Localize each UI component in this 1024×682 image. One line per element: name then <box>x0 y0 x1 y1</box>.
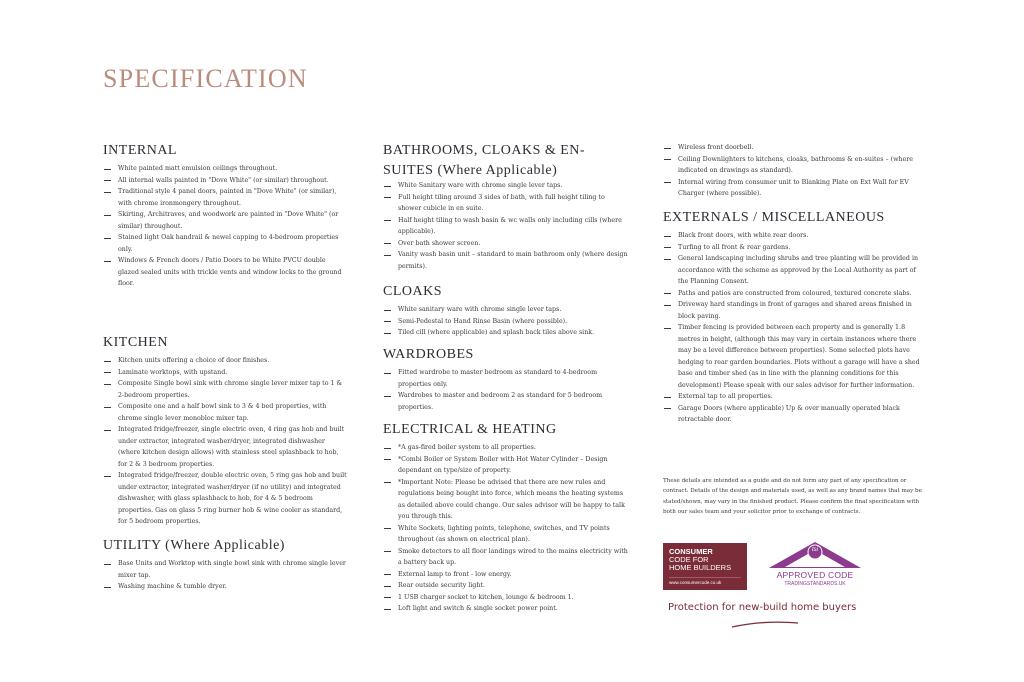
spec-item: Half height tiling to wash basin & wc walls only including cills (where applicable). <box>383 215 628 238</box>
spec-item: Integrated fridge/freezer, single electric oven, 4 ring gas hob and built under extractor, integrated washer/dryer, integrated dishwasher (where kitchen design allows) with stainless steel splashback to hob, for 2 & 3 bedroom properties. <box>103 424 348 470</box>
spec-item: Black front doors, with white rear doors. <box>663 230 925 242</box>
spec-item: Kitchen units offering a choice of door finishes. <box>103 355 348 367</box>
approved-code-line1: APPROVED CODE <box>776 570 854 580</box>
internal-list <box>103 163 348 290</box>
spec-item: White painted matt emulsion ceilings throughout. <box>103 163 348 175</box>
utility-heading: UTILITY (Where Applicable) <box>103 538 285 553</box>
spec-item: General landscaping including shrubs and tree planting will be provided in accordance with the scheme as approved by the Local Authority as part of the Planning Consent. <box>663 253 925 288</box>
spec-item: Garage Doors (where applicable) Up & over manually operated black retractable door. <box>663 403 925 426</box>
spec-item: Vanity wash basin unit – standard to main bathroom only (where design permits). <box>383 249 628 272</box>
spec-item: Turfing to all front & rear gardens. <box>663 242 925 254</box>
electrical-heading: ELECTRICAL & HEATING <box>383 422 557 437</box>
consumer-code-url: www.consumercode.co.uk <box>669 577 741 585</box>
consumer-code-logo <box>663 543 747 590</box>
spec-item: Stained light Oak handrail & newel capping to 4-bedroom properties only. <box>103 232 348 255</box>
cloaks-heading: CLOAKS <box>383 284 443 299</box>
cloaks-section <box>383 283 628 339</box>
bathrooms-heading: BATHROOMS, CLOAKS & EN-SUITES (Where Applicable) <box>383 143 586 178</box>
internal-heading: INTERNAL <box>103 143 177 158</box>
disclaimer: These details are intended as a guide and do not form any part of any specification or contract. Details of the design and materials used, as well as any brand names that may be stated/shown, may vary in the finished product. Please confirm the final specification with both our sales team and your solicitor prior to exchange of contracts. <box>663 478 922 516</box>
spec-item: Wardrobes to master and bedroom 2 as standard for 5 bedroom properties. <box>383 390 628 413</box>
wardrobes-list <box>383 367 628 413</box>
page-title: SPECIFICATION <box>103 64 308 93</box>
spec-item: Semi-Pedestal to Hand Rinse Basin (where possible). <box>383 316 628 328</box>
utility-list <box>103 558 348 593</box>
bathrooms-list <box>383 180 628 272</box>
bathrooms-section <box>383 141 593 181</box>
approved-code-line2: TRADINGSTANDARDS.UK <box>784 581 846 587</box>
spec-item: Wireless front doorbell. <box>663 142 925 154</box>
spec-item: Skirting, Architraves, and woodwork are painted in "Dove White" (or similar) throughout. <box>103 209 348 232</box>
spec-item: Over bath shower screen. <box>383 238 628 250</box>
consumer-code-line1: CONSUMER <box>669 547 713 556</box>
spec-item: All internal walls painted in "Dove White" (or similar) throughout. <box>103 175 348 187</box>
spec-item: Internal wiring from consumer unit to Blanking Plate on Ext Wall for EV Charger (where possible). <box>663 177 925 200</box>
tagline: Protection for new-build home buyers <box>668 602 857 613</box>
spec-item: Loft light and switch & single socket power point. <box>383 603 628 615</box>
wardrobes-section <box>383 346 628 413</box>
spec-item: External tap to all properties. <box>663 391 925 403</box>
spec-item: 1 USB charger socket to kitchen, lounge & bedroom 1. <box>383 592 628 604</box>
spec-item: White Sanitary ware with chrome single lever taps. <box>383 180 628 192</box>
kitchen-list <box>103 355 348 528</box>
spec-item: *Important Note: Please be advised that there are new rules and regulations being bought into force, which means the heating systems as detailed above could change. Our sales advisor will be happy to talk you through this. <box>383 477 628 523</box>
electrical-list <box>383 442 628 615</box>
col3-top-list <box>663 142 925 200</box>
spec-item: Traditional style 4 panel doors, painted in "Dove White" (or similar), with chrome ironmongery throughout. <box>103 186 348 209</box>
tsi-badge: tsi <box>812 547 818 553</box>
spec-item: Integrated fridge/freezer, double electric oven, 5 ring gas hob and built under extractor, integrated washer/dryer (if no utility) and integrated dishwasher, with glass splashback to hob, for 4 & 5 bedroom properties. Gas on glass 5 ring burner hob & wine cooler as standard, for 5 bedroom properties. <box>103 470 348 528</box>
bathrooms-list-wrap <box>383 176 628 272</box>
consumer-code-line2: CODE FOR <box>669 555 709 564</box>
wardrobes-heading: WARDROBES <box>383 347 474 362</box>
swoosh-underline-icon <box>730 618 800 630</box>
spec-item: White Sockets, lighting points, telephone, switches, and TV points throughout (as shown on electrical plan). <box>383 523 628 546</box>
spec-item: Laminate worktops, with upstand. <box>103 367 348 379</box>
spec-item: *A gas-fired boiler system to all properties. <box>383 442 628 454</box>
externals-heading: EXTERNALS / MISCELLANEOUS <box>663 210 885 225</box>
spec-item: Windows & French doors / Patio Doors to be White PVCU double glazed sealed units with trickle vents and window locks to the ground floor. <box>103 255 348 290</box>
externals-list <box>663 230 925 426</box>
col3-top-section <box>663 138 925 200</box>
spec-item: Fitted wardrobe to master bedroom as standard to 4-bedroom properties only. <box>383 367 628 390</box>
spec-item: Base Units and Worktop with single bowl sink with chrome single lever mixer tap. <box>103 558 348 581</box>
spec-item: Ceiling Downlighters to kitchens, cloaks, bathrooms & en-suites – (where indicated on drawings as standard). <box>663 154 925 177</box>
spec-item: White sanitary ware with chrome single lever taps. <box>383 304 628 316</box>
spec-item: Washing machine & tumble dryer. <box>103 581 348 593</box>
approved-code-logo <box>760 540 870 595</box>
electrical-section <box>383 421 628 615</box>
spec-item: Paths and patios are constructed from coloured, textured concrete slabs. <box>663 288 925 300</box>
spec-item: Full height tiling around 3 sides of bath, with full height tiling to shower cubicle in en suite. <box>383 192 628 215</box>
consumer-code-line3: HOME BUILDERS <box>669 563 732 572</box>
spec-item: Tiled cill (where applicable) and splash back tiles above sink. <box>383 327 628 339</box>
cloaks-list <box>383 304 628 339</box>
spec-item: Rear outside security light. <box>383 580 628 592</box>
internal-section <box>103 142 348 290</box>
externals-section <box>663 209 925 426</box>
spec-item: *Combi Boiler or System Boiler with Hot Water Cylinder – Design dependant on type/size of property. <box>383 454 628 477</box>
utility-section <box>103 537 348 593</box>
spec-item: External lamp to front - low energy. <box>383 569 628 581</box>
spec-item: Timber fencing is provided between each property and is generally 1.8 metres in height, (although this may vary in certain instances where there may be a level difference between properties). Some selected plots have hedging to rear garden boundaries. Plots without a garage will have a shed base and timber shed (as in line with the planning conditions for this development) Please speak with our sales advisor for further information. <box>663 322 925 391</box>
spec-item: Smoke detectors to all floor landings wired to the mains electricity with a battery back up. <box>383 546 628 569</box>
spec-item: Composite Single bowl sink with chrome single lever mixer tap to 1 & 2-bedroom properties. <box>103 378 348 401</box>
spec-item: Composite one and a half bowl sink to 3 & 4 bed properties, with chrome single lever monobloc mixer tap. <box>103 401 348 424</box>
spec-item: Driveway hard standings in front of garages and shared areas finished in block paving. <box>663 299 925 322</box>
kitchen-section <box>103 334 348 528</box>
house-roof-icon <box>765 540 865 570</box>
kitchen-heading: KITCHEN <box>103 335 168 350</box>
